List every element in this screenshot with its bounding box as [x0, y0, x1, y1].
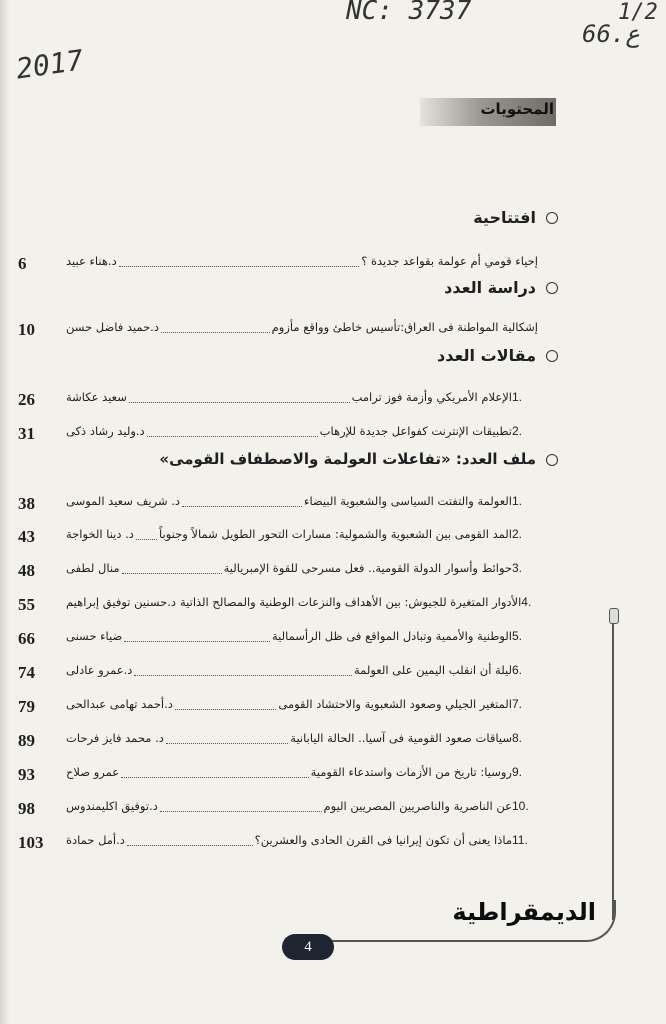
entry-index: 9. [512, 765, 523, 779]
entry-author: د.هناء عبيد [66, 254, 117, 268]
toc-entry[interactable] [18, 629, 538, 651]
page-edge-shadow [0, 0, 10, 1024]
entry-index: 11. [512, 833, 528, 847]
entry-author: سعيد عكاشة [66, 390, 127, 404]
entry-title: سياقات صعود القومية فى آسيا.. الحالة اليابانية [290, 731, 512, 745]
dot-leader [182, 496, 302, 507]
toc-entry[interactable] [18, 833, 538, 855]
entry-index: 10. [512, 799, 529, 813]
entry-author: د.حسنين توفيق إبراهيم [66, 595, 176, 609]
toc-entry[interactable] [18, 390, 538, 412]
entry-title: ليلة أن انقلب اليمين على العولمة [354, 663, 512, 677]
entry-index: 2. [512, 424, 523, 438]
entry-index: 5. [512, 629, 523, 643]
entry-index: 2. [512, 527, 523, 541]
toc-entry[interactable] [18, 494, 538, 516]
page-number: 38 [18, 494, 35, 513]
toc-entry[interactable] [18, 663, 538, 685]
page-number: 10 [18, 320, 35, 339]
section-title-opening: افتتاحية [473, 208, 536, 227]
dot-leader [119, 256, 359, 267]
toc-entry[interactable] [18, 697, 538, 719]
entry-line [66, 799, 538, 813]
section-title-study: دراسة العدد [444, 278, 536, 297]
page-number: 74 [18, 663, 35, 682]
page-number: 6 [18, 254, 27, 273]
handwritten-catalog-number: NC: 3737 [346, 0, 472, 26]
entry-title: المتغير الجيلي وصعود الشعبوية والاحتشاد القومى [278, 697, 512, 711]
dot-leader [136, 529, 157, 540]
page-number: 98 [18, 799, 35, 818]
entry-title: الإعلام الأمريكي وأزمة فوز ترامب [351, 390, 512, 404]
entry-line [66, 697, 538, 711]
dot-leader [122, 563, 222, 574]
entry-title: الوطنية والأممية وتبادل المواقع فى ظل الرأسمالية [271, 629, 512, 643]
entry-title: إحياء قومي أم عولمة بقواعد جديدة ؟ [361, 254, 538, 268]
entry-line [66, 320, 538, 334]
entry-title: العولمة والتفتت السياسى والشعبوية البيضاء [304, 494, 512, 508]
entry-line [66, 765, 538, 779]
frame-knob [609, 608, 619, 624]
entry-line [66, 527, 538, 541]
entry-line [66, 629, 538, 643]
toc-entry[interactable] [18, 595, 538, 617]
entry-author: د. محمد فايز فرحات [66, 731, 164, 745]
entry-index: 6. [512, 663, 523, 677]
entry-index: 7. [512, 697, 523, 711]
entry-author: د.توفيق اكليمندوس [66, 799, 158, 813]
dot-leader [147, 426, 318, 437]
page-number: 66 [18, 629, 35, 648]
entry-line [66, 833, 538, 847]
entry-line [66, 561, 538, 575]
magazine-logo: الديمقراطية [452, 898, 596, 926]
section-bullet-icon [546, 282, 558, 294]
entry-line [66, 663, 538, 677]
toc-entry[interactable] [18, 320, 538, 342]
dot-leader [124, 631, 270, 642]
entry-author: د.عمرو عادلى [66, 663, 133, 677]
page-number: 48 [18, 561, 35, 580]
entry-title: إشكالية المواطنة فى العراق:تأسيس خاطئ وواقع مأزوم [271, 320, 538, 334]
entry-author: د. شريف سعيد الموسى [66, 494, 181, 508]
toc-entry[interactable] [18, 254, 538, 276]
entry-index: 1. [512, 494, 523, 508]
entry-author: د.أحمد تهامى عبدالحى [66, 697, 173, 711]
dot-leader [160, 801, 322, 812]
entry-title: تطبيقات الإنترنت كفواعل جديدة للإرهاب [319, 424, 512, 438]
entry-line [66, 494, 538, 508]
entry-line [66, 731, 538, 745]
dot-leader [121, 767, 308, 778]
entry-author: د.حميد فاضل حسن [66, 320, 159, 334]
entry-author: د. دينا الخواجة [66, 527, 134, 541]
page-number: 93 [18, 765, 35, 784]
entry-author: منال لطفى [66, 561, 120, 575]
dot-leader [161, 322, 270, 333]
dot-leader [129, 392, 350, 403]
toc-entry[interactable] [18, 561, 538, 583]
entry-author: ضياء حسنى [66, 629, 123, 643]
contents-title: المحتويات [480, 100, 554, 118]
entry-index: 3. [512, 561, 523, 575]
entry-title: حوائط وأسوار الدولة القومية.. فعل مسرحى للقوة الإمبريالية [223, 561, 512, 575]
section-title-articles: مقالات العدد [437, 346, 536, 365]
toc-entry[interactable] [18, 731, 538, 753]
entry-title: عن الناصرية والناصريين المصريين اليوم [323, 799, 512, 813]
toc-entry[interactable] [18, 527, 538, 549]
dot-leader [127, 835, 253, 846]
page-number: 89 [18, 731, 35, 750]
entry-index: 1. [512, 390, 523, 404]
entry-title: ماذا يعنى أن تكون إيرانيا فى القرن الحادى والعشرين؟ [254, 833, 512, 847]
page-number: 55 [18, 595, 35, 614]
toc-entry[interactable] [18, 424, 538, 446]
section-bullet-icon [546, 454, 558, 466]
frame-vertical-line [612, 615, 614, 920]
page-number: 103 [18, 833, 44, 852]
page-number: 43 [18, 527, 35, 546]
entry-title: الأدوار المتغيرة للجيوش: بين الأهداف والنزعات الوطنية والمصالح الذاتية [179, 595, 522, 609]
page-number: 26 [18, 390, 35, 409]
section-bullet-icon [546, 350, 558, 362]
page-number: 79 [18, 697, 35, 716]
handwritten-code: 66.ع [582, 20, 640, 48]
entry-title: روسيا: تاريخ من الأزمات واستدعاء القومية [310, 765, 512, 779]
entry-title: المد القومى بين الشعبوية والشمولية: مسارات التحور الطويل شمالاً وجنوباً [158, 527, 512, 541]
entry-line [66, 424, 538, 438]
entry-author: د.وليد رشاد ذكى [66, 424, 145, 438]
entry-line [66, 595, 538, 609]
entry-line [66, 390, 538, 404]
handwritten-fraction: 1/2 [618, 0, 658, 25]
section-bullet-icon [546, 212, 558, 224]
toc-entry[interactable] [18, 799, 538, 821]
entry-author: د.أمل حمادة [66, 833, 125, 847]
dot-leader [175, 699, 276, 710]
entry-author: عمرو صلاح [66, 765, 120, 779]
footer-page-number: 4 [282, 934, 334, 960]
dot-leader [134, 665, 352, 676]
dot-leader [166, 733, 288, 744]
section-title-file: ملف العدد: «تفاعلات العولمة والاصطفاف القومى» [159, 450, 536, 468]
handwritten-year: 2017 [14, 43, 86, 86]
page-number: 31 [18, 424, 35, 443]
entry-index: 4. [521, 595, 532, 609]
entry-index: 8. [512, 731, 523, 745]
entry-line [66, 254, 538, 268]
toc-entry[interactable] [18, 765, 538, 787]
